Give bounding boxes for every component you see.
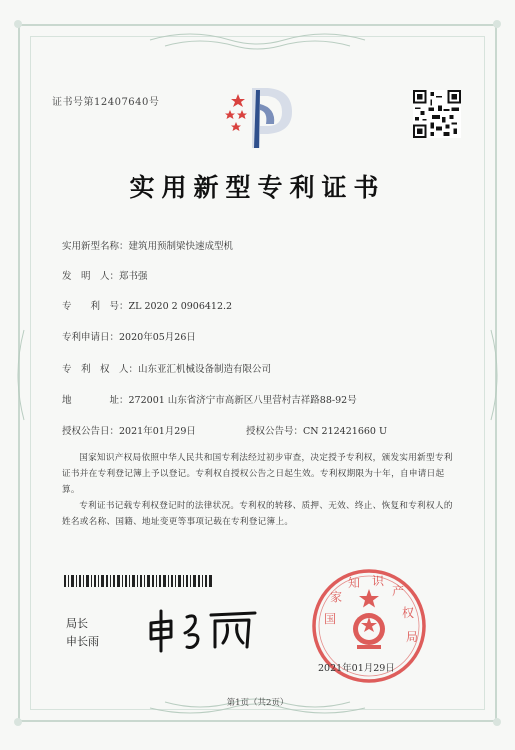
field-label: 发 明 人： bbox=[62, 271, 120, 282]
svg-text:权: 权 bbox=[402, 606, 415, 620]
field-value: ZL 2020 2 0906412.2 bbox=[128, 301, 233, 312]
director-title: 局长 bbox=[66, 617, 88, 630]
paragraph-legal-status: 专利证书记载专利权登记时的法律状况。专利权的转移、质押、无效、终止、恢复和专利权人的姓名或名称、国籍、地址变更等事项记载在专利登记簿上。 bbox=[62, 501, 453, 527]
field-address bbox=[62, 392, 357, 406]
field-patent-number bbox=[62, 298, 232, 312]
field-label: 地 址： bbox=[62, 395, 129, 406]
field-value: 272001 山东省济宁市高新区八里营村吉祥路88-92号 bbox=[128, 395, 357, 406]
announce-date-label: 授权公告日： bbox=[62, 426, 120, 437]
field-patentee bbox=[62, 361, 271, 375]
seal-date: 2021年01月29日 bbox=[318, 663, 395, 674]
svg-text:家: 家 bbox=[330, 590, 343, 604]
field-inventor bbox=[62, 268, 148, 282]
svg-text:局: 局 bbox=[406, 630, 419, 644]
field-label: 专利申请日： bbox=[62, 332, 120, 343]
qr-code-icon bbox=[413, 90, 461, 138]
field-label: 专 利 号： bbox=[62, 301, 129, 312]
field-announcement bbox=[62, 423, 387, 437]
paragraph-grant-notice: 国家知识产权局依照中华人民共和国专利法经过初步审查，决定授予专利权，颁发实用新型专利证书并在专利登记簿上予以登记。专利权自授权公告之日起生效。专利权期限为十年，自申请日起算。 bbox=[62, 453, 453, 495]
handwritten-signature-icon bbox=[145, 603, 265, 655]
certificate-number: 证书号第12407640号 bbox=[52, 97, 160, 108]
svg-text:识: 识 bbox=[372, 574, 385, 588]
field-value: 建筑用预制梁快速成型机 bbox=[128, 241, 234, 252]
field-value: 郑书强 bbox=[119, 271, 148, 282]
barcode-icon bbox=[64, 575, 212, 587]
director-name: 申长雨 bbox=[66, 635, 99, 648]
field-utility-model-name bbox=[62, 238, 233, 252]
announce-number-value: CN 212421660 U bbox=[302, 426, 387, 437]
field-label: 实用新型名称： bbox=[62, 241, 129, 252]
page-number: 第1页（共2页） bbox=[226, 698, 289, 708]
field-application-date bbox=[62, 329, 196, 343]
cnipa-logo-icon bbox=[216, 82, 300, 154]
svg-text:国: 国 bbox=[324, 612, 337, 626]
svg-text:产: 产 bbox=[392, 584, 405, 598]
announce-date-value: 2021年01月29日 bbox=[119, 426, 196, 437]
announce-number-label: 授权公告号： bbox=[245, 426, 303, 437]
field-label: 专 利 权 人： bbox=[62, 364, 139, 375]
certificate-title: 实用新型专利证书 bbox=[129, 173, 386, 202]
svg-text:知: 知 bbox=[348, 576, 361, 590]
field-value: 2020年05月26日 bbox=[119, 332, 196, 343]
field-value: 山东亚汇机械设备制造有限公司 bbox=[138, 364, 272, 375]
